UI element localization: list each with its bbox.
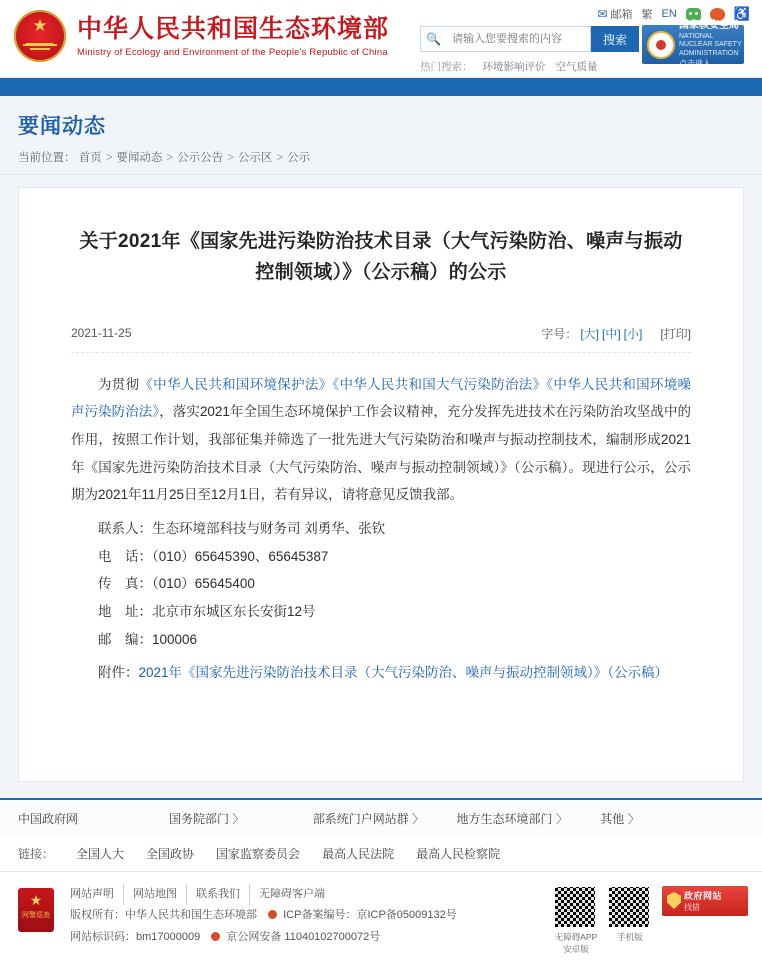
qr-code-icon: [554, 886, 596, 928]
breadcrumb: 当前位置： 首页 > 要闻动态 > 公示公告 > 公示区 > 公示: [18, 152, 311, 164]
law-link-3[interactable]: 《中华人民共和国环境噪声污染防治法》: [71, 376, 692, 420]
font-size-medium[interactable]: [中]: [601, 326, 621, 341]
contact-address: 地 址：北京市东城区东长安街12号: [98, 604, 316, 620]
nuclear-safety-banner[interactable]: [642, 20, 744, 68]
mail-link[interactable]: [597, 6, 632, 22]
qr-accessibility-app[interactable]: [554, 886, 598, 955]
attachment-link[interactable]: 2021年《国家先进污染防治技术目录（大气污染防治、噪声与振动控制领域）》（公示稿）: [138, 665, 669, 681]
accessibility-icon: ♿: [733, 6, 750, 21]
page-title: 要闻动态: [18, 115, 106, 138]
icp-dot-icon: [268, 910, 277, 919]
footer-qr-area: [554, 886, 748, 955]
cyber-police-badge-icon[interactable]: ★ 网警巡查: [18, 888, 54, 932]
breadcrumb-item-publicity-zone[interactable]: 公示区: [237, 152, 273, 164]
contact-person: 联系人：生态环境部科技与财务司 刘勇华、张钦: [98, 521, 386, 537]
site-brand[interactable]: [14, 10, 389, 62]
footer-site-code: 网站标识码：bm17000009: [70, 930, 201, 943]
font-size-label: 字号：: [541, 326, 578, 341]
contact-block: [71, 515, 691, 653]
english-link[interactable]: [662, 8, 677, 20]
breadcrumb-item-news[interactable]: 要闻动态: [116, 152, 163, 164]
section-title-band: [0, 96, 762, 175]
link-local-eco-depts[interactable]: 地方生态环境部门 〉: [456, 811, 568, 826]
blue-divider-bar: [0, 78, 762, 96]
link-others[interactable]: 其他 〉: [600, 811, 640, 826]
friend-links-row: [0, 836, 762, 872]
para1-post: ，落实2021年全国生态环境保护工作会议精神，充分发挥先进技术在污染防治攻坚战中的作用，按照工作计划，我部征集并筛选了一批先进大气污染防治和噪声与振动控制技术，编制形成2021年《国家先进污染防治技术目录（大气污染防治、噪声与振动控制领域）》（公示稿）。现进行公示，公示期为2021年11月25日至12月1日，若有异议，请将意见反馈我部。: [71, 404, 692, 503]
traditional-chinese-link[interactable]: [642, 6, 653, 22]
brand-title-en: Ministry of Ecology and Environment of the People's Republic of China: [77, 46, 388, 58]
english-label: EN: [661, 8, 677, 20]
nuclear-title: 国家核安全局: [679, 20, 739, 32]
qr-accessibility-caption: 无障碍APP安卓版: [554, 932, 598, 954]
hot-search-item-1[interactable]: 环境影响评价: [482, 61, 546, 73]
national-emblem-icon: [14, 10, 66, 62]
friend-link-npc[interactable]: 全国人大: [76, 847, 125, 861]
gov-website-report-badge[interactable]: [662, 886, 748, 916]
friend-link-supervisory[interactable]: 国家监察委员会: [216, 847, 301, 861]
footer-icp[interactable]: ICP备案编号：京ICP备05009132号: [283, 909, 457, 922]
para1-pre: 为贯彻: [98, 376, 140, 392]
friend-link-cppcc[interactable]: 全国政协: [146, 847, 195, 861]
mail-icon: ✉: [597, 7, 608, 21]
document-title: 关于2021年《国家先进污染防治技术目录（大气污染防治、噪声与振动控制领域）》（公示稿）的公示: [79, 231, 683, 284]
content-wrapper: [0, 175, 762, 798]
hot-search-row: [420, 59, 639, 74]
friend-link-procuratorate[interactable]: 最高人民检察院: [416, 847, 501, 861]
footer-link-contact[interactable]: 联系我们: [187, 884, 250, 905]
font-size-large[interactable]: [大]: [580, 326, 599, 341]
weibo-icon: [710, 8, 725, 21]
font-size-controls: [541, 325, 642, 342]
breadcrumb-item-publicity[interactable]: 公示: [287, 152, 311, 164]
font-size-small[interactable]: [小]: [623, 326, 643, 341]
nuclear-subtitle: NATIONAL NUCLEAR SAFETY ADMINISTRATION: [679, 32, 742, 58]
site-footer: [0, 872, 762, 972]
print-button[interactable]: [打印]: [660, 326, 691, 341]
nuclear-seal-icon: [647, 31, 675, 59]
breadcrumb-item-home[interactable]: 首页: [78, 152, 102, 164]
related-sites-row: [0, 798, 762, 836]
contact-fax: 传 真：（010）65645400: [98, 576, 255, 592]
footer-link-statement[interactable]: 网站声明: [70, 884, 124, 905]
footer-police-record[interactable]: 京公网安备 11040102700072号: [226, 930, 381, 943]
hot-search-item-2[interactable]: 空气质量: [555, 61, 598, 73]
police-dot-icon: [211, 932, 220, 941]
search-icon: 🔍: [420, 26, 446, 52]
search-input[interactable]: [446, 26, 591, 52]
contact-phone: 电 话：（010）65645390、65645387: [98, 548, 329, 564]
site-header: [0, 0, 762, 78]
footer-link-accessibility-client[interactable]: 无障碍客户端: [259, 888, 325, 900]
search-button[interactable]: 搜索: [591, 26, 639, 52]
search-area: [420, 26, 639, 74]
hot-search-label: 热门搜索：: [420, 61, 473, 73]
law-link-1[interactable]: 《中华人民共和国环境保护法》: [139, 376, 333, 392]
breadcrumb-item-notices[interactable]: 公示公告: [177, 152, 224, 164]
footer-copyright: 版权所有：中华人民共和国生态环境部: [70, 909, 257, 922]
wechat-link[interactable]: [686, 8, 701, 21]
attachment-block: [71, 659, 691, 687]
weibo-link[interactable]: [710, 8, 725, 21]
document-body: [71, 371, 691, 687]
traditional-label: 繁: [641, 9, 653, 21]
link-ministry-portals[interactable]: 部系统门户网站群 〉: [312, 811, 425, 826]
mail-label: 邮箱: [610, 9, 633, 21]
wechat-icon: [686, 8, 701, 21]
qr-mobile-site[interactable]: [608, 886, 652, 943]
gov-badge-line2: 找错: [684, 903, 700, 912]
breadcrumb-label: 当前位置：: [18, 152, 76, 164]
friend-links-label: 链接：: [18, 847, 55, 861]
link-state-council-depts[interactable]: 国务院部门 〉: [168, 811, 245, 826]
friend-link-court[interactable]: 最高人民法院: [322, 847, 395, 861]
qr-mobile-caption: 手机版: [617, 932, 643, 942]
footer-link-sitemap[interactable]: 网站地图: [124, 884, 187, 905]
publish-date: 2021-11-25: [71, 326, 132, 341]
document-meta: [71, 325, 691, 353]
gov-badge-line1: 政府网站: [684, 891, 723, 901]
document-paragraph-1: [71, 371, 691, 509]
contact-postcode: 邮 编：100006: [98, 631, 198, 647]
document-paper: [18, 187, 744, 782]
link-china-gov[interactable]: 中国政府网: [18, 811, 79, 826]
qr-code-icon: [608, 886, 650, 928]
brand-title-cn: 中华人民共和国生态环境部: [77, 15, 390, 43]
nuclear-enter-label: 点击进入: [679, 58, 711, 68]
attachment-label: 附件：: [98, 665, 139, 681]
law-link-2[interactable]: 《中华人民共和国大气污染防治法》: [332, 376, 547, 392]
